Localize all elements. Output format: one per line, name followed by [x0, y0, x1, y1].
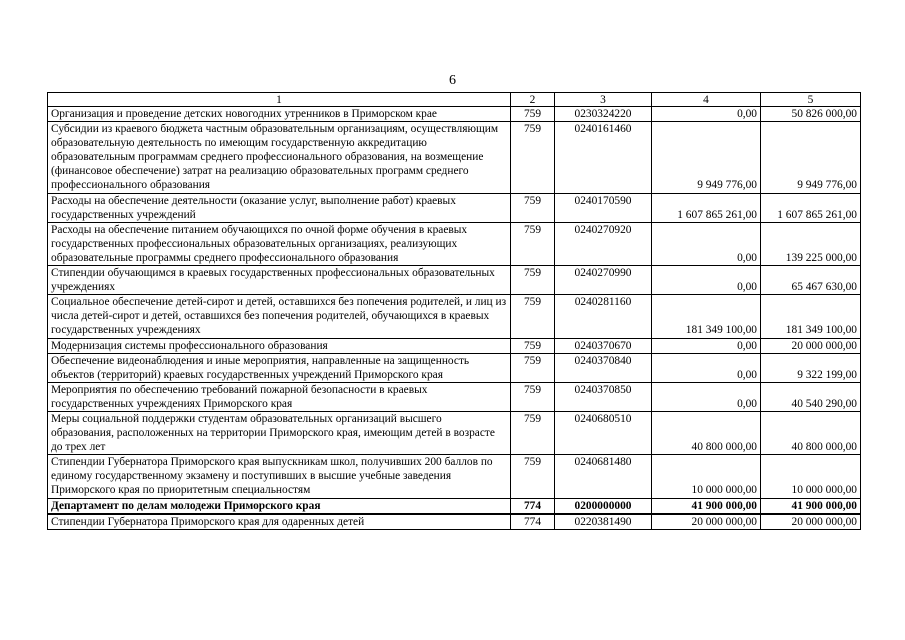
row-value-1-cell: 0,00 [652, 266, 761, 295]
row-code-cell: 0240281160 [555, 295, 652, 338]
row-gr-cell: 759 [511, 455, 555, 498]
row-name-cell: Социальное обеспечение детей-сирот и детей, оставшихся без попечения родителей, и лиц из числа детей-сирот и детей, оставшихся без попечения родителей, обучающихся в краевых государственных учреждениях [48, 295, 511, 338]
row-gr-cell: 759 [511, 122, 555, 193]
row-value-1-cell: 9 949 776,00 [652, 122, 761, 193]
row-value-1-cell: 0,00 [652, 382, 761, 411]
table-row [48, 353, 861, 382]
row-value-1-cell: 10 000 000,00 [652, 455, 761, 498]
row-value-1-cell: 1 607 865 261,00 [652, 193, 761, 222]
table-row [48, 266, 861, 295]
row-gr-cell: 774 [511, 514, 555, 530]
page-number: 6 [449, 73, 456, 88]
table-row [48, 455, 861, 498]
row-code-cell: 0240370670 [555, 338, 652, 353]
row-code-cell: 0240270990 [555, 266, 652, 295]
row-code-cell: 0200000000 [555, 498, 652, 514]
column-header: 5 [761, 93, 861, 107]
row-name-cell: Стипендии обучающимся в краевых государственных профессиональных образовательных учреждениях [48, 266, 511, 295]
row-name-cell: Обеспечение видеонаблюдения и иные мероприятия, направленные на защищенность объектов (территорий) краевых государственных учреждений Приморского края [48, 353, 511, 382]
row-code-cell: 0240681480 [555, 455, 652, 498]
row-value-1-cell: 181 349 100,00 [652, 295, 761, 338]
row-name-cell: Субсидии из краевого бюджета частным образовательным организациям, осуществляющим образовательную деятельность по имеющим государственную аккредитацию образовательным программам среднего профессионального образования, на возмещение (финансовое обеспечение) затрат на реализацию образовательных программ среднего профессионального образования [48, 122, 511, 193]
table-row [48, 498, 861, 514]
row-value-1-cell: 0,00 [652, 222, 761, 265]
column-header: 1 [48, 93, 511, 107]
row-code-cell: 0230324220 [555, 107, 652, 122]
row-value-2-cell: 1 607 865 261,00 [761, 193, 861, 222]
row-value-2-cell: 40 800 000,00 [761, 411, 861, 454]
column-header: 3 [555, 93, 652, 107]
row-code-cell: 0240270920 [555, 222, 652, 265]
table-row [48, 382, 861, 411]
row-code-cell: 0220381490 [555, 514, 652, 530]
row-gr-cell: 759 [511, 338, 555, 353]
column-header: 4 [652, 93, 761, 107]
table-row [48, 193, 861, 222]
row-gr-cell: 774 [511, 498, 555, 514]
row-code-cell: 0240161460 [555, 122, 652, 193]
row-value-2-cell: 20 000 000,00 [761, 338, 861, 353]
row-name-cell: Модернизация системы профессионального образования [48, 338, 511, 353]
row-gr-cell: 759 [511, 411, 555, 454]
row-gr-cell: 759 [511, 222, 555, 265]
row-gr-cell: 759 [511, 266, 555, 295]
row-value-2-cell: 9 949 776,00 [761, 122, 861, 193]
table-row [48, 107, 861, 122]
row-value-1-cell: 40 800 000,00 [652, 411, 761, 454]
row-value-2-cell: 40 540 290,00 [761, 382, 861, 411]
row-name-cell: Расходы на обеспечение питанием обучающихся по очной форме обучения в краевых государственных профессиональных образовательных организациях, реализующих образовательные программы среднего профессионального образования [48, 222, 511, 265]
table-row [48, 295, 861, 338]
row-name-cell: Расходы на обеспечение деятельности (оказание услуг, выполнение работ) краевых государственных учреждений [48, 193, 511, 222]
row-value-2-cell: 65 467 630,00 [761, 266, 861, 295]
table-row [48, 514, 861, 530]
table-row [48, 411, 861, 454]
column-header: 2 [511, 93, 555, 107]
row-name-cell: Меры социальной поддержки студентам образовательных организаций высшего образования, расположенных на территории Приморского края, имеющим детей в возрасте до трех лет [48, 411, 511, 454]
row-value-2-cell: 50 826 000,00 [761, 107, 861, 122]
row-value-2-cell: 139 225 000,00 [761, 222, 861, 265]
row-value-1-cell: 20 000 000,00 [652, 514, 761, 530]
table-row [48, 338, 861, 353]
row-name-cell: Организация и проведение детских новогодних утренников в Приморском крае [48, 107, 511, 122]
row-gr-cell: 759 [511, 193, 555, 222]
row-name-cell: Стипендии Губернатора Приморского края выпускникам школ, получивших 200 баллов по единому государственному экзамену и поступивших в высшие учебные заведения Приморского края по приоритетным специальностям [48, 455, 511, 498]
row-value-1-cell: 0,00 [652, 338, 761, 353]
table-row [48, 122, 861, 193]
row-code-cell: 0240680510 [555, 411, 652, 454]
row-gr-cell: 759 [511, 295, 555, 338]
row-value-2-cell: 181 349 100,00 [761, 295, 861, 338]
row-value-2-cell: 10 000 000,00 [761, 455, 861, 498]
row-code-cell: 0240370850 [555, 382, 652, 411]
table-header-row [48, 93, 861, 107]
table-row [48, 222, 861, 265]
row-gr-cell: 759 [511, 353, 555, 382]
row-name-cell: Департамент по делам молодежи Приморского края [48, 498, 511, 514]
row-value-1-cell: 0,00 [652, 353, 761, 382]
row-code-cell: 0240370840 [555, 353, 652, 382]
row-gr-cell: 759 [511, 107, 555, 122]
row-value-2-cell: 20 000 000,00 [761, 514, 861, 530]
row-value-2-cell: 41 900 000,00 [761, 498, 861, 514]
budget-table [47, 92, 861, 530]
row-code-cell: 0240170590 [555, 193, 652, 222]
row-name-cell: Мероприятия по обеспечению требований пожарной безопасности в краевых государственных учреждениях Приморского края [48, 382, 511, 411]
row-value-1-cell: 41 900 000,00 [652, 498, 761, 514]
row-name-cell: Стипендии Губернатора Приморского края для одаренных детей [48, 514, 511, 530]
row-gr-cell: 759 [511, 382, 555, 411]
row-value-1-cell: 0,00 [652, 107, 761, 122]
row-value-2-cell: 9 322 199,00 [761, 353, 861, 382]
